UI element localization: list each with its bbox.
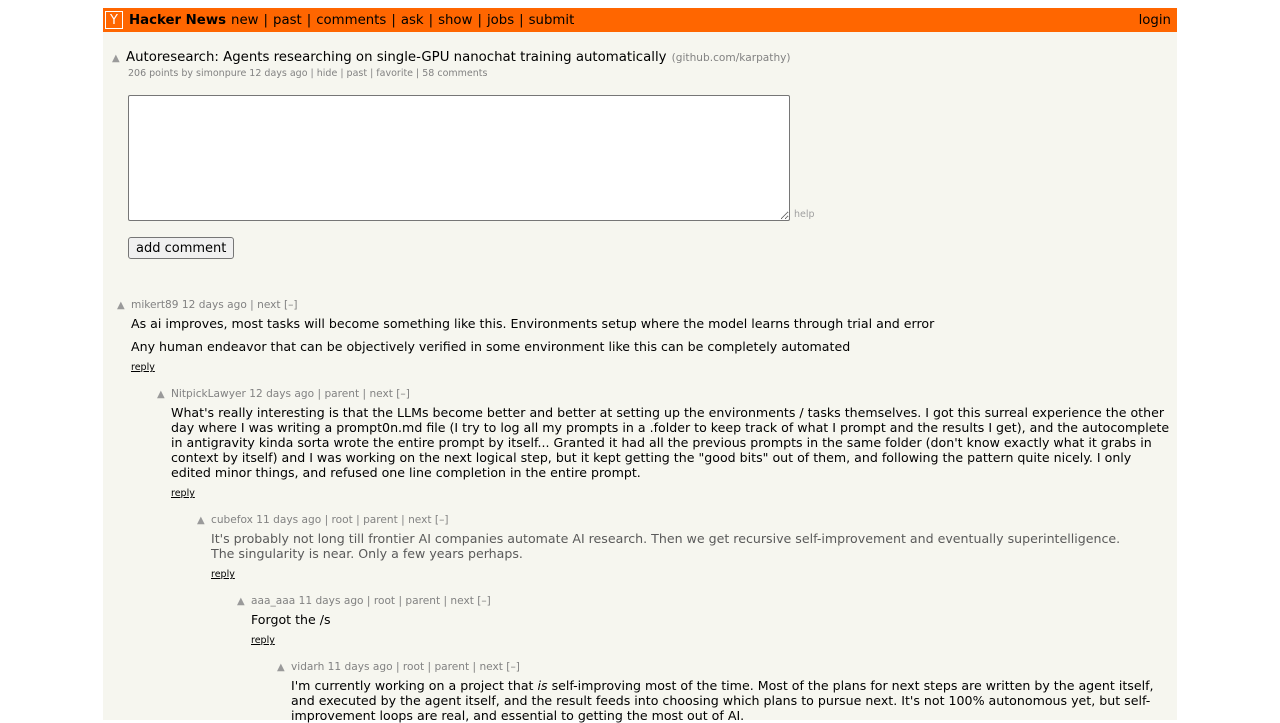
upvote-icon[interactable]: ▲	[112, 53, 120, 64]
reply-link[interactable]: reply	[251, 635, 275, 646]
comment-text: As ai improves, most tasks will become something like this. Environments setup where the model learns through trial and error	[131, 316, 935, 331]
login-link[interactable]: login	[1138, 12, 1171, 28]
page	[103, 8, 1177, 723]
story	[112, 46, 791, 65]
story-site[interactable]: (github.com/karpathy)	[671, 52, 791, 64]
comment	[237, 595, 1251, 646]
nav-past[interactable]: past	[273, 12, 302, 28]
nav-jobs[interactable]: jobs	[486, 12, 515, 28]
comment-meta: cubefox 11 days ago | root | parent | next [–]	[211, 514, 449, 526]
upvote-icon[interactable]: ▲	[277, 662, 285, 673]
comment-text: Any human endeavor that can be objectively verified in some environment like this can be completely automated	[131, 339, 851, 354]
reply-link[interactable]: reply	[211, 569, 235, 580]
comment-text: It's probably not long till frontier AI companies automate AI research. Then we get recursive self-improvement and eventually superintelligence. The singularity is near. Only a few years perhaps.	[211, 531, 1121, 561]
upvote-icon[interactable]: ▲	[237, 596, 245, 607]
comment-text: Forgot the /s	[251, 612, 331, 627]
comment-meta: vidarh 11 days ago | root | parent | next [–]	[291, 661, 520, 673]
comment-text	[291, 678, 1171, 723]
comment	[277, 661, 1171, 723]
nav-ask[interactable]: ask	[400, 12, 424, 28]
help-link[interactable]: help	[794, 209, 815, 220]
story-title[interactable]: Autoresearch: Agents researching on single-GPU nanochat training automatically	[126, 50, 667, 65]
comment	[197, 514, 1131, 580]
comment-meta: aaa_aaa 11 days ago | root | parent | next [–]	[251, 595, 491, 607]
comment-text: What's really interesting is that the LLMs become better and better at setting up the environments / tasks themselves. I got this surreal experience the other day where I was writing a prompt0n.md file (I try to log all my prompts in a .folder to keep track of what I prompt and the results I get), and the autocomplete in antigravity kinda sorta wrote the entire prompt by itself... Granted it had all the previous prompts in the same folder (don't know exactly what it grabs in context by itself) and I was working on the next logical step, but it kept getting the "good bits" out of them, and following the pattern quite nicely. I only edited minor things, and refused one line completion in the entire prompt.	[171, 405, 1170, 480]
upvote-icon[interactable]: ▲	[157, 389, 165, 400]
nav-show[interactable]: show	[438, 12, 473, 28]
reply-link[interactable]: reply	[131, 362, 155, 373]
nav-comments[interactable]: comments	[316, 12, 387, 28]
comment	[117, 299, 1131, 373]
nav-new[interactable]: new	[231, 12, 259, 28]
site-name[interactable]: Hacker News	[129, 12, 227, 28]
comment	[157, 388, 1171, 499]
comment-text-part: I'm currently working on a project that	[291, 678, 538, 693]
story-meta: 206 points by simonpure 12 days ago | hide | past | favorite | 58 comments	[128, 68, 488, 79]
reply-link[interactable]: reply	[171, 488, 195, 499]
upvote-icon[interactable]: ▲	[197, 515, 205, 526]
yc-logo[interactable]: Y	[105, 11, 123, 29]
comment-meta: NitpickLawyer 12 days ago | parent | next [–]	[171, 388, 410, 400]
nav-submit[interactable]: submit	[528, 12, 575, 28]
upvote-icon[interactable]: ▲	[117, 300, 125, 311]
comment-textarea[interactable]	[128, 95, 790, 221]
comment-meta: mikert89 12 days ago | next [–]	[131, 299, 298, 311]
add-comment-button[interactable]: add comment	[128, 237, 234, 259]
comment-text-part: self-improving most of the time. Most of the plans for next steps are written by the agent itself, and executed by the agent itself, and the result feeds into choosing which plans to pursue next. It's not 100% autonomous yet, but self-improvement loops are real, and essential to getting the most out of AI.	[291, 678, 1154, 723]
header-bar: Y Hacker News new | past | comments | ask | show | jobs | submit login	[103, 8, 1177, 32]
comment-text-emphasis: is	[537, 678, 548, 693]
